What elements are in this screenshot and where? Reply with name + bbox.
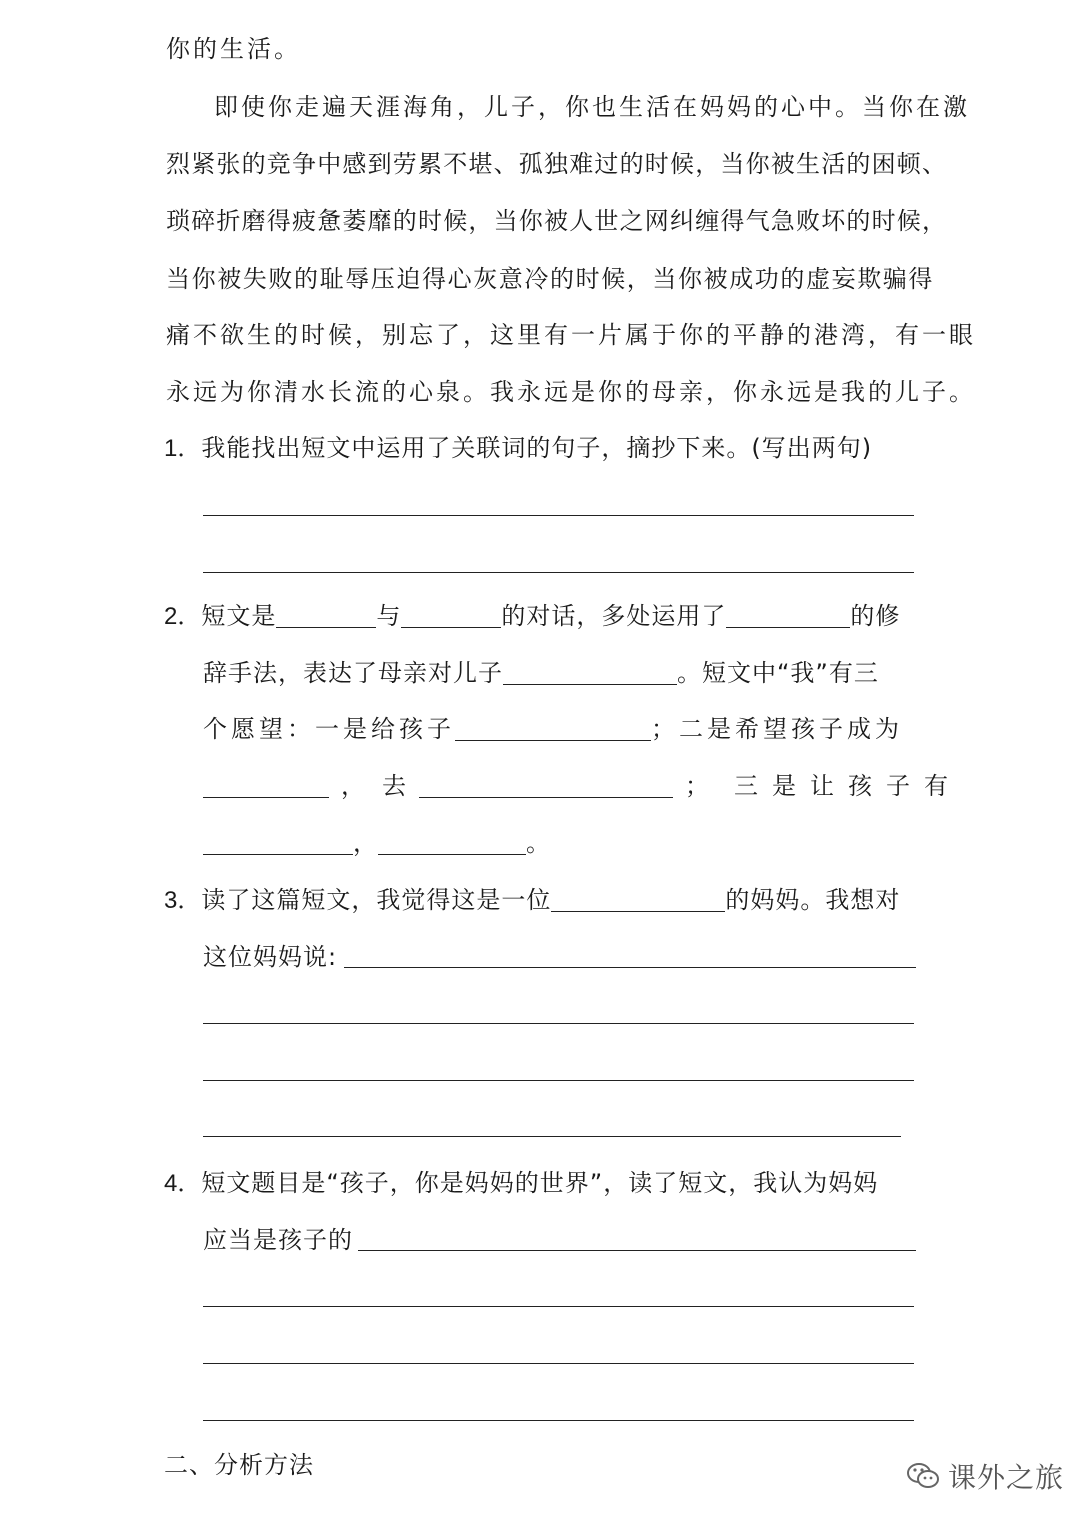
q3-text: 读了这篇短文，我觉得这是一位 (201, 886, 552, 914)
q2-text: 短文是 (201, 602, 277, 630)
q2-text: 去 (382, 772, 407, 800)
section-heading: 二、分析方法 (164, 1451, 314, 1479)
question-1 (164, 431, 872, 466)
q2-text: 。短文中“我”有三 (677, 659, 879, 687)
q2-text: 。 (526, 829, 551, 857)
q4-text: 短文题目是“孩子，你是妈妈的世界”，读了短文，我认为妈妈 (201, 1169, 879, 1197)
q3-text: 的妈妈。我想对 (725, 886, 901, 914)
fill-blank[interactable] (203, 771, 329, 798)
fill-blank[interactable] (726, 601, 850, 628)
question-2-line-4 (203, 769, 962, 803)
passage-line-5: 当你被失败的耻辱压迫得心灰意冷的时候，当你被成功的虚妄欺骗得 (166, 265, 934, 293)
q2-text: 与 (376, 602, 402, 630)
q2-text: ； (685, 772, 710, 800)
question-2-line-3 (203, 712, 903, 746)
passage-line-2: 即使你走遍天涯海角，儿子，你也生活在妈妈的心中。当你在激 (214, 93, 970, 121)
passage-line-1: 你的生活。 (166, 35, 301, 63)
answer-line[interactable] (344, 967, 916, 968)
passage-line-4: 琐碎折磨得疲惫萎靡的时候，当你被人世之网纠缠得气急败坏的时候， (166, 207, 948, 235)
question-1-text: 我能找出短文中运用了关联词的句子，摘抄下来。(写出两句) (201, 434, 873, 462)
fill-blank[interactable] (503, 658, 677, 685)
q2-text: 三是让孩子有 (734, 772, 962, 800)
answer-line[interactable] (203, 572, 914, 573)
q4-text: 应当是孩子的 (203, 1226, 353, 1254)
question-2-line-1 (164, 599, 900, 634)
answer-line[interactable] (203, 1363, 914, 1364)
fill-blank[interactable] (419, 771, 673, 798)
q3-text: 这位妈妈说: (203, 943, 338, 971)
fill-blank[interactable] (401, 601, 501, 628)
q2-text: ， (341, 772, 366, 800)
q2-text: 的修 (850, 602, 901, 630)
fill-blank[interactable] (203, 828, 353, 855)
question-2-line-5 (203, 826, 551, 860)
passage-line-7: 永远为你清水长流的心泉。我永远是你的母亲，你永远是我的儿子。 (166, 378, 976, 406)
question-4-number: 4． (164, 1170, 202, 1197)
q2-text: 个愿望：一是给孩子 (203, 715, 455, 743)
fill-blank[interactable] (551, 885, 725, 912)
q2-text: ；二是希望孩子成为 (651, 715, 903, 743)
question-4-line-2 (203, 1223, 353, 1257)
fill-blank[interactable] (378, 828, 526, 855)
answer-line[interactable] (203, 1023, 914, 1024)
watermark (906, 1456, 1064, 1496)
q2-text: 辞手法，表达了母亲对儿子 (203, 659, 503, 687)
question-3-line-2 (203, 940, 337, 974)
question-2-line-2 (203, 656, 879, 690)
q2-text: 的对话，多处运用了 (501, 602, 727, 630)
fill-blank[interactable] (455, 714, 651, 741)
watermark-text: 课外之旅 (948, 1461, 1065, 1494)
answer-line[interactable] (358, 1250, 916, 1251)
question-1-number: 1． (164, 435, 202, 462)
question-2-number: 2． (164, 603, 202, 630)
fill-blank[interactable] (276, 601, 376, 628)
answer-line[interactable] (203, 1420, 914, 1421)
question-3-number: 3． (164, 887, 202, 914)
passage-line-6: 痛不欲生的时候，别忘了，这里有一片属于你的平静的港湾，有一眼 (166, 321, 976, 349)
answer-line[interactable] (203, 1306, 914, 1307)
answer-line[interactable] (203, 515, 914, 516)
wechat-icon (906, 1461, 940, 1491)
answer-line[interactable] (203, 1136, 901, 1137)
q2-text: ， (353, 829, 378, 857)
question-4-line-1 (164, 1166, 878, 1201)
answer-line[interactable] (203, 1080, 914, 1081)
passage-line-3: 烈紧张的竞争中感到劳累不堪、孤独难过的时候，当你被生活的困顿、 (166, 150, 948, 178)
question-3-line-1 (164, 883, 900, 918)
